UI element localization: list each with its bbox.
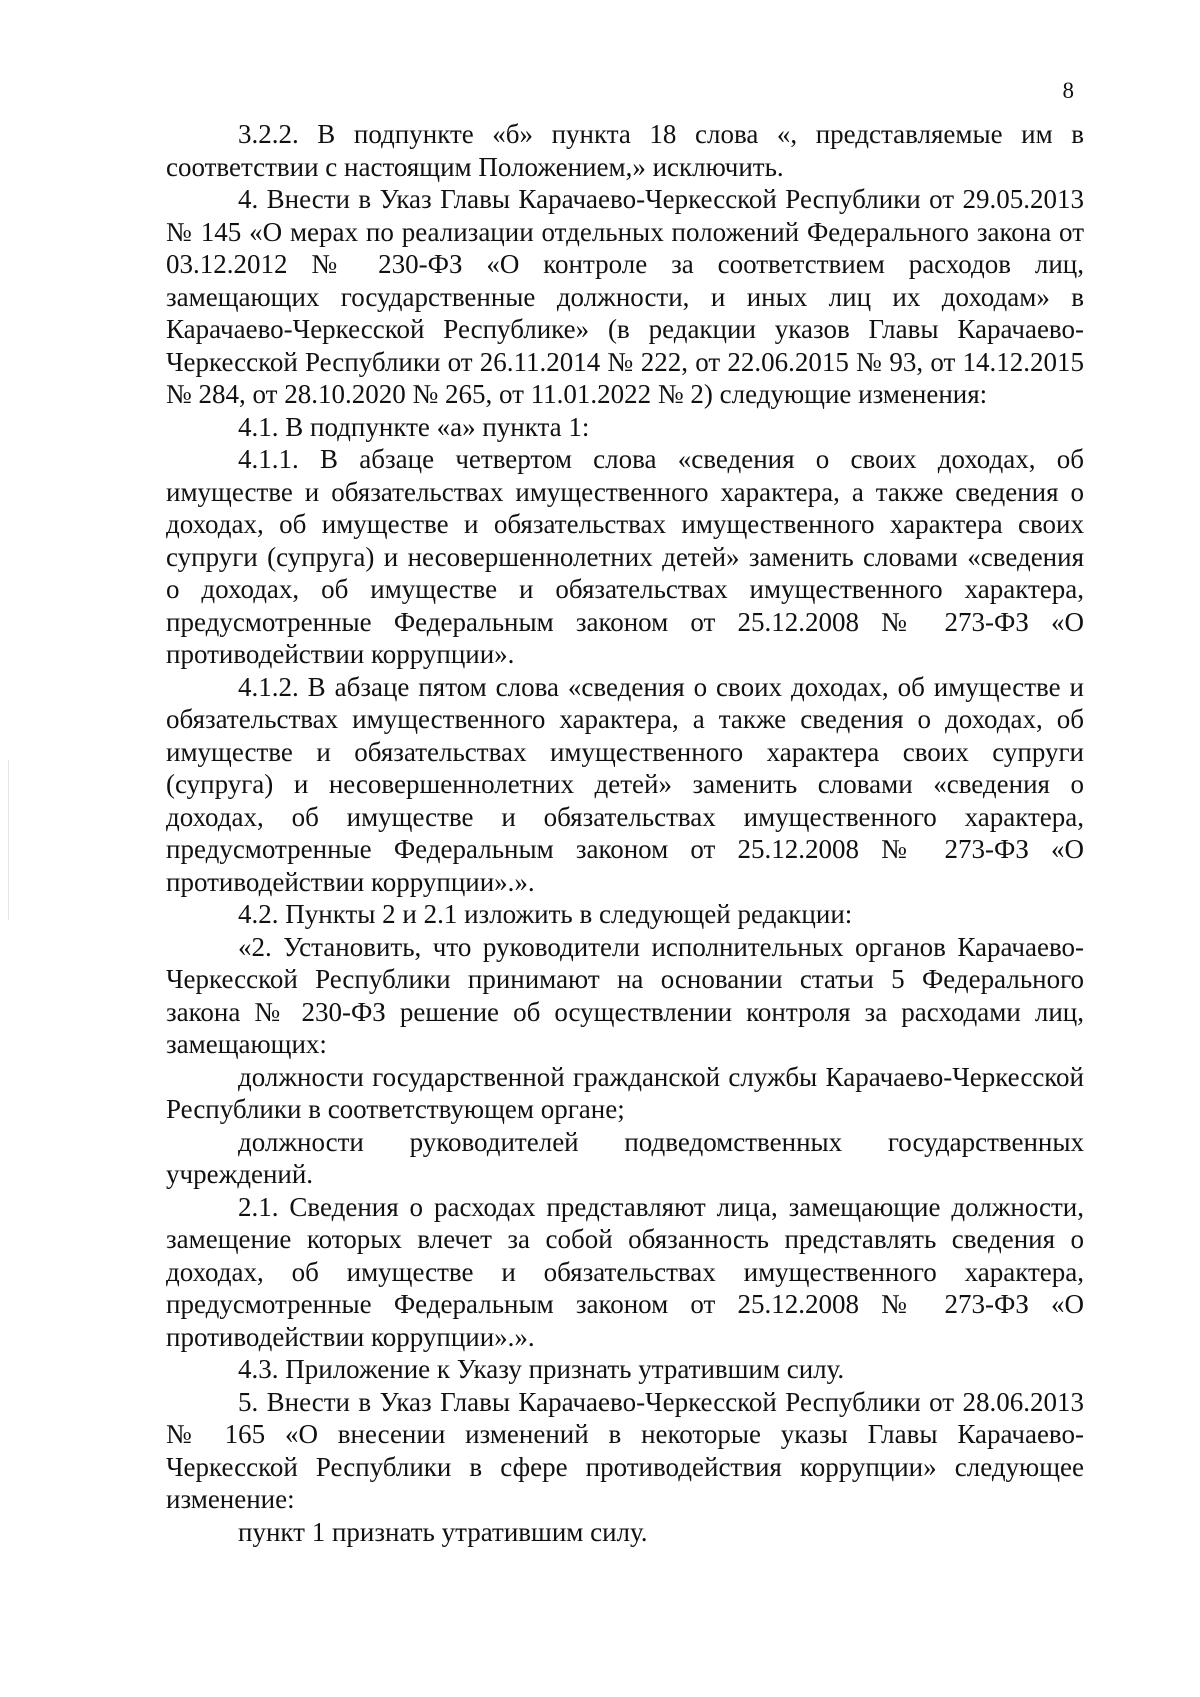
paragraph-4-1: 4.1. В подпункте «а» пункта 1: — [238, 411, 590, 442]
paragraph-4-1-1: 4.1.1. В абзаце четвертом слова «сведения о своих доходах, об имуществе и обязательствах имущественного характера, а также сведения о доходах, об имуществе и обязательствах имущественного характера своих супруги (супруга) и несовершеннолетних детей» заменить словами «сведения о доходах, об имуществе и обязательствах имущественного характера, предусмотренные Федеральным законом от 25.12.2008 № 273-ФЗ «О противодействии коррупции». — [166, 444, 1084, 669]
paragraph-4-1-2: 4.1.2. В абзаце пятом слова «сведения о своих доходах, об имуществе и обязательствах имущественного характера, а также сведения о доходах, об имуществе и обязательствах имущественного характера своих супруги (супруга) и несовершеннолетних детей» заменить словами «сведения о доходах, об имуществе и обязательствах имущественного характера, предусмотренные Федеральным законом от 25.12.2008 № 273-ФЗ «О противодействии коррупции».». — [166, 671, 1084, 897]
paragraph-civil-service-positions: должности государственной гражданской службы Карачаево-Черкесской Республики в соответствующем органе; — [166, 1061, 1084, 1124]
paragraph-4-2: 4.2. Пункты 2 и 2.1 изложить в следующей редакции: — [238, 899, 853, 929]
paragraph-3-2-2: 3.2.2. В подпункте «б» пункта 18 слова «, представляемые им в соответствии с настоящим Положением,» исключить. — [166, 119, 1084, 182]
paragraph-4-3: 4.3. Приложение к Указу признать утратившим силу. — [238, 1354, 845, 1384]
scan-edge-mark — [8, 760, 9, 920]
paragraph-subordinate-heads: должности руководителей подведомственных государственных учреждений. — [166, 1126, 1084, 1189]
page-number: 8 — [1062, 78, 1074, 103]
paragraph-item-2-1: 2.1. Сведения о расходах представляют лица, замещающие должности, замещение которых влечет за собой обязанность представлять сведения о доходах, об имуществе и обязательствах имущественного характера, предусмотренные Федеральным законом от 25.12.2008 № 273-ФЗ «О противодействии коррупции».». — [166, 1191, 1084, 1352]
paragraph-5-item-1: пункт 1 признать утратившим силу. — [238, 1516, 648, 1547]
document-body — [166, 118, 1084, 1548]
paragraph-item-2: «2. Установить, что руководители исполнительных органов Карачаево-Черкесской Республики принимают на основании статьи 5 Федерального закона № 230-ФЗ решение об осуществлении контроля за расходами лиц, замещающих: — [166, 931, 1084, 1059]
paragraph-4: 4. Внести в Указ Главы Карачаево-Черкесской Республики от 29.05.2013 № 145 «О мерах по реализации отдельных положений Федерального закона от 03.12.2012 № 230-ФЗ «О контроле за соответствием расходов лиц, замещающих государственные должности, и иных лиц их доходам» в Карачаево-Черкесской Республике» (в редакции указов Главы Карачаево-Черкесской Республики от 26.11.2014 № 222, от 22.06.2015 № 93, от 14.12.2015 № 284, от 28.10.2020 № 265, от 11.01.2022 № 2) следующие изменения: — [166, 184, 1084, 409]
paragraph-5: 5. Внести в Указ Главы Карачаево-Черкесской Республики от 28.06.2013 № 165 «О внесении изменений в некоторые указы Главы Карачаево-Черкесской Республики в сфере противодействия коррупции» следующее изменение: — [166, 1386, 1084, 1514]
